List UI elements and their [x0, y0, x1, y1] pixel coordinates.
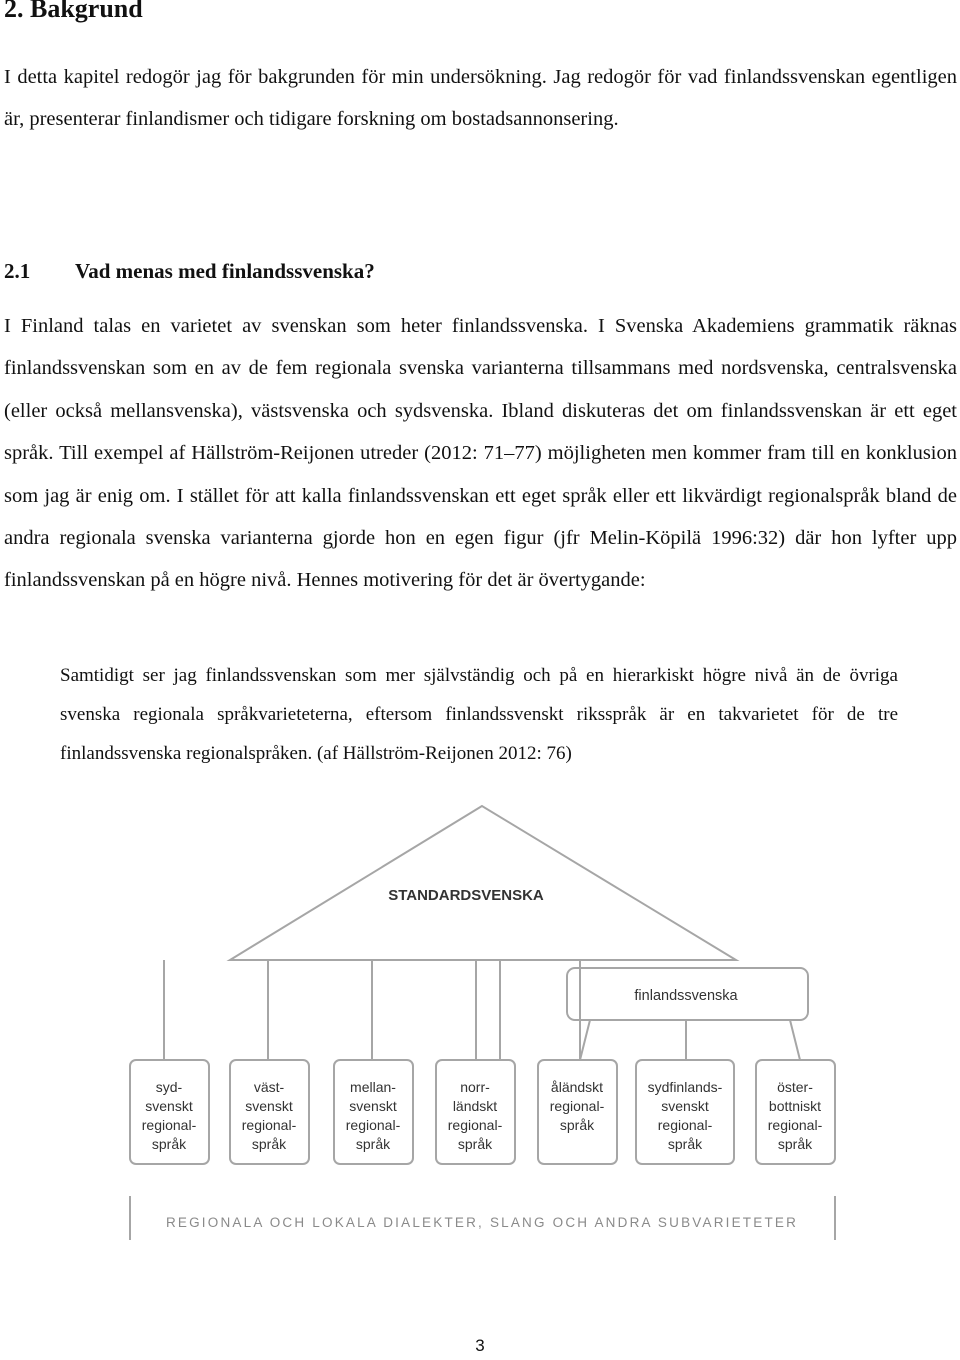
finland-line-1 [580, 1020, 590, 1060]
regional-box-label-line: regional- [657, 1117, 713, 1133]
regional-box-label-line: regional- [767, 1117, 823, 1133]
regional-box-label-line: norr- [460, 1079, 490, 1095]
regional-box-label-line: åländskt [550, 1079, 604, 1095]
regional-box-label-line: regional- [447, 1117, 503, 1133]
regional-box-label-line: språk [251, 1136, 287, 1152]
regional-box-label-line: regional- [141, 1117, 197, 1133]
regional-box-label-line: svenskt [349, 1098, 397, 1114]
standard-swedish-label: STANDARDSVENSKA [388, 887, 544, 904]
standard-swedish-roof [230, 806, 736, 960]
regional-box-label-line: sydfinlands- [647, 1079, 723, 1095]
regional-box-label-line: regional- [549, 1098, 605, 1114]
finlandssvenska-label: finlandssvenska [634, 988, 738, 1004]
regional-box-label-line: språk [777, 1136, 813, 1152]
regional-box-label-line: syd- [155, 1079, 183, 1095]
regional-box-label-line: svenskt [245, 1098, 293, 1114]
block-quote: Samtidigt ser jag finlandssvenskan som mer självständig och på en hierarkiskt högre nivå än de övriga svenska regionala språkvarieteterna, eftersom finlandssvenskt riksspråk är en takvarietet för de tre finlandssvenska regionalspråken. (af Hällström-Reijonen 2012: 76) [60, 665, 898, 764]
regional-box-label-line: språk [151, 1136, 187, 1152]
regional-box-label-line: mellan- [350, 1079, 396, 1095]
regional-box-label-line: svenskt [661, 1098, 709, 1114]
regional-box-label-line: regional- [241, 1117, 297, 1133]
page-number: 3 [475, 1336, 485, 1355]
regional-box-label-line: ländskt [452, 1098, 498, 1114]
dialects-label: REGIONALA OCH LOKALA DIALEKTER, SLANG OCH ANDRA SUBVARIETETER [165, 1215, 799, 1230]
section-number: 2.1 [4, 259, 31, 283]
regional-box-label-line: språk [457, 1136, 493, 1152]
chapter-heading: 2. Bakgrund [4, 0, 143, 23]
body-paragraph: I Finland talas en varietet av svenskan som heter finlandssvenska. I Svenska Akademiens grammatik räknas finlandssvenskan som en av de fem regionala svenska varianterna tillsammans med nordsvenska, centralsvenska (eller också mellansvenska), västsvenska och sydsvenska. Ibland diskuteras det om finlandssvenskan är ett eget språk. Till exempel af Hällström-Reijonen utreder (2012: 71–77) möjligheten men kommer fram till en konklusion som jag är enig om. I stället för att kalla finlandssvenskan ett eget språk eller ett likvärdigt regionalspråk bland de andra regionala svenska varianterna gjorde hon en egen figur (jfr Melin-Köpilä 1996:32) där hon lyfter upp finlandssvenskan på en högre nivå. Hennes motivering för det är övertygande: [4, 315, 957, 592]
section-title: Vad menas med finlandssvenska? [75, 259, 375, 283]
regional-box-label-line: språk [667, 1136, 703, 1152]
regional-box-label-line: svenskt [145, 1098, 193, 1114]
regional-box-label-line: öster- [777, 1079, 813, 1095]
finland-line-3 [790, 1020, 800, 1060]
regional-box-label-line: regional- [345, 1117, 401, 1133]
regional-box-label-line: språk [355, 1136, 391, 1152]
intro-paragraph: I detta kapitel redogör jag för bakgrunden för min undersökning. Jag redogör för vad finlandssvenskan egentligen är, presenterar finlandismer och tidigare forskning om bostadsannonsering. [4, 66, 957, 131]
regional-box-label-line: språk [559, 1117, 595, 1133]
regional-box-label-line: bottniskt [768, 1098, 822, 1114]
regional-box-label-line: väst- [253, 1079, 285, 1095]
